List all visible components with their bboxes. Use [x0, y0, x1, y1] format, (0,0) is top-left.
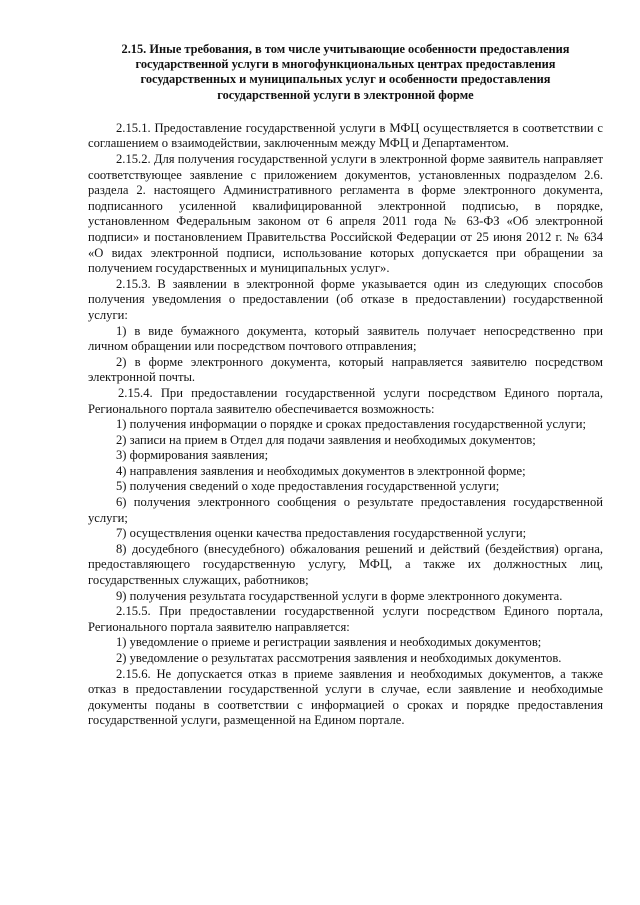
paragraph-2-15-2: 2.15.2. Для получения государственной услуги в электронной форме заявитель направляет соответствующее заявление с приложением документов, установленных подразделом 2.6. раздела 2. настоящего Административного регламента в форме электронного документа, подписанного усиленной квалифицированной электронной подписью, в порядке, установленном Федеральным законом от 6 апреля 2011 года № 63-ФЗ «Об электронной подписи» и постановлением Правительства Российской Федерации от 25 июня 2012 г. № 634 «О видах электронной подписи, использование которых допускается при обращении за получением государственных и муниципальных услуг». — [88, 152, 603, 276]
section-heading: 2.15. Иные требования, в том числе учитывающие особенности предоставления государственной услуги в многофункциональных центрах предоставления государственных и муниципальных услуг и особенности предоставления государственной услуги в электронной форме — [121, 42, 570, 102]
list-item: 7) осуществления оценки качества предоставления государственной услуги; — [116, 526, 527, 541]
paragraph-2-15-1: 2.15.1. Предоставление государственной услуги в МФЦ осуществляется в соответствии с соглашением о взаимодействии, заключенным между МФЦ и Департаментом. — [88, 120, 603, 151]
paragraph-2-15-4: 2.15.4. При предоставлении государственной услуги посредством Единого портала, Регионального портала заявителю обеспечивается возможность: — [88, 385, 603, 416]
paragraph-2-15-3: 2.15.3. В заявлении в электронной форме указывается один из следующих способов получения уведомления о предоставлении (об отказе в предоставлении) государственной услуги: — [88, 276, 603, 322]
paragraph-2-15-6: 2.15.6. Не допускается отказ в приеме заявления и необходимых документов, а также отказ в предоставлении государственной услуги в случае, если заявление и необходимые документы поданы в соответствии с информацией о сроках и порядке предоставления государственной услуги, размещенной на Едином портале. — [88, 666, 603, 728]
list-item: 1) в виде бумажного документа, который заявитель получает непосредственно при личном обращении или посредством почтового отправления; — [88, 323, 603, 354]
list-item: 4) направления заявления и необходимых документов в электронной форме; — [116, 463, 526, 478]
paragraph-2-15-5: 2.15.5. При предоставлении государственной услуги посредством Единого портала, Регионального портала заявителю направляется: — [88, 604, 603, 634]
list-item: 2) в форме электронного документа, который направляется заявителю посредством электронной почты. — [88, 354, 603, 385]
list-item: 2) уведомление о результатах рассмотрения заявления и необходимых документов. — [116, 651, 562, 665]
list-item: 8) досудебного (внесудебного) обжалования решений и действий (бездействия) органа, предоставляющего государственную услугу, МФЦ, а также их должностных лиц, государственных служащих, работников; — [88, 541, 603, 588]
list-item: 1) уведомление о приеме и регистрации заявления и необходимых документов; — [116, 635, 542, 650]
list-item: 6) получения электронного сообщения о результате предоставления государственной услуги; — [88, 495, 603, 525]
list-item: 5) получения сведений о ходе предоставления государственной услуги; — [116, 479, 500, 494]
list-item: 1) получения информации о порядке и сроках предоставления государственной услуги; — [116, 417, 587, 432]
list-item: 9) получения результата государственной услуги в форме электронного документа. — [116, 588, 563, 603]
list-item: 2) записи на прием в Отдел для подачи заявления и необходимых документов; — [116, 432, 536, 447]
document-page — [88, 42, 603, 729]
list-item: 3) формирования заявления; — [116, 448, 269, 463]
